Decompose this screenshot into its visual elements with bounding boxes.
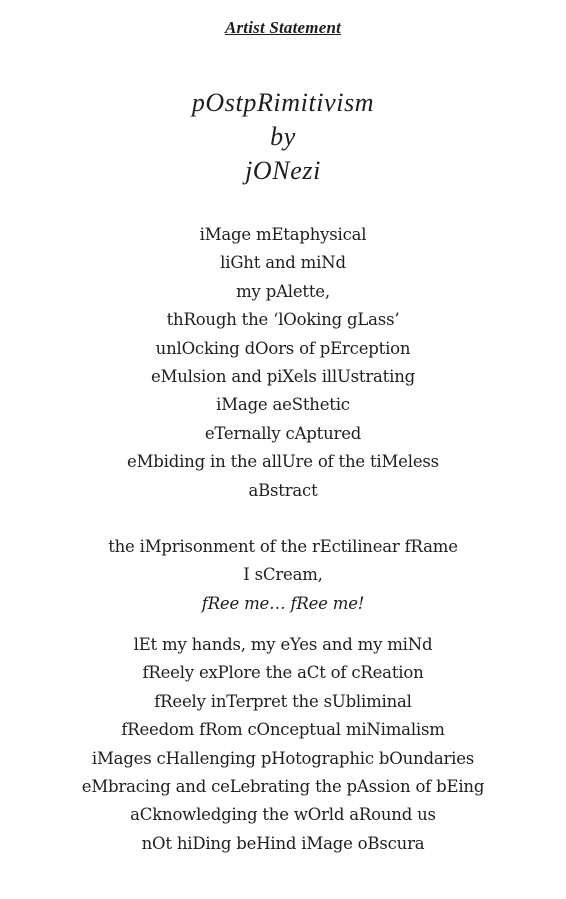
- poem-line: liGht and miNd: [220, 253, 346, 273]
- poem-line: eTernally cAptured: [204, 423, 362, 443]
- poem-line: my pAlette,: [236, 281, 330, 301]
- poem-line: aCknowledging the wOrld aRound us: [130, 805, 436, 825]
- author-name: jONezi: [245, 156, 321, 185]
- poem-line-italic: fRee me… fRee me!: [201, 593, 365, 613]
- poem-line: eMulsion and piXels illUstrating: [151, 367, 415, 387]
- poem-line: eMbracing and ceLebrating the pAssion of bEing: [81, 777, 485, 797]
- poem-line: aBstract: [248, 480, 318, 500]
- poem-line: fReedom fRom cOnceptual miNimalism: [121, 720, 445, 740]
- poem-line: thRough the ‘lOoking gLass’: [166, 310, 400, 330]
- poem-line: iMage aeSthetic: [216, 395, 350, 415]
- page-heading: Artist Statement: [224, 18, 342, 37]
- byline-word: by: [270, 122, 296, 151]
- stanza-3: [0, 631, 566, 858]
- poem-line: the iMprisonment of the rEctilinear fRame: [108, 537, 458, 556]
- poem-line: fReely inTerpret the sUbliminal: [154, 691, 412, 711]
- poem-line: iMages cHallenging pHotographic bOundaries: [91, 748, 475, 768]
- poem-line: nOt hiDing beHind iMage oBscura: [141, 833, 425, 853]
- poem-line: iMage mEtaphysical: [199, 225, 367, 244]
- poem-line: unlOcking dOors of pErception: [155, 338, 411, 358]
- poem-line: lEt my hands, my eYes and my miNd: [133, 635, 433, 654]
- title-line: pOstpRimitivism: [191, 88, 375, 117]
- poem-line: eMbiding in the allUre of the tiMeless: [127, 452, 439, 472]
- poem-line: I sCream,: [243, 565, 323, 585]
- stanza-1: [0, 221, 566, 505]
- stanza-2: [0, 533, 566, 618]
- poem-line: fReely exPlore the aCt of cReation: [142, 663, 424, 683]
- title-block: [0, 86, 566, 188]
